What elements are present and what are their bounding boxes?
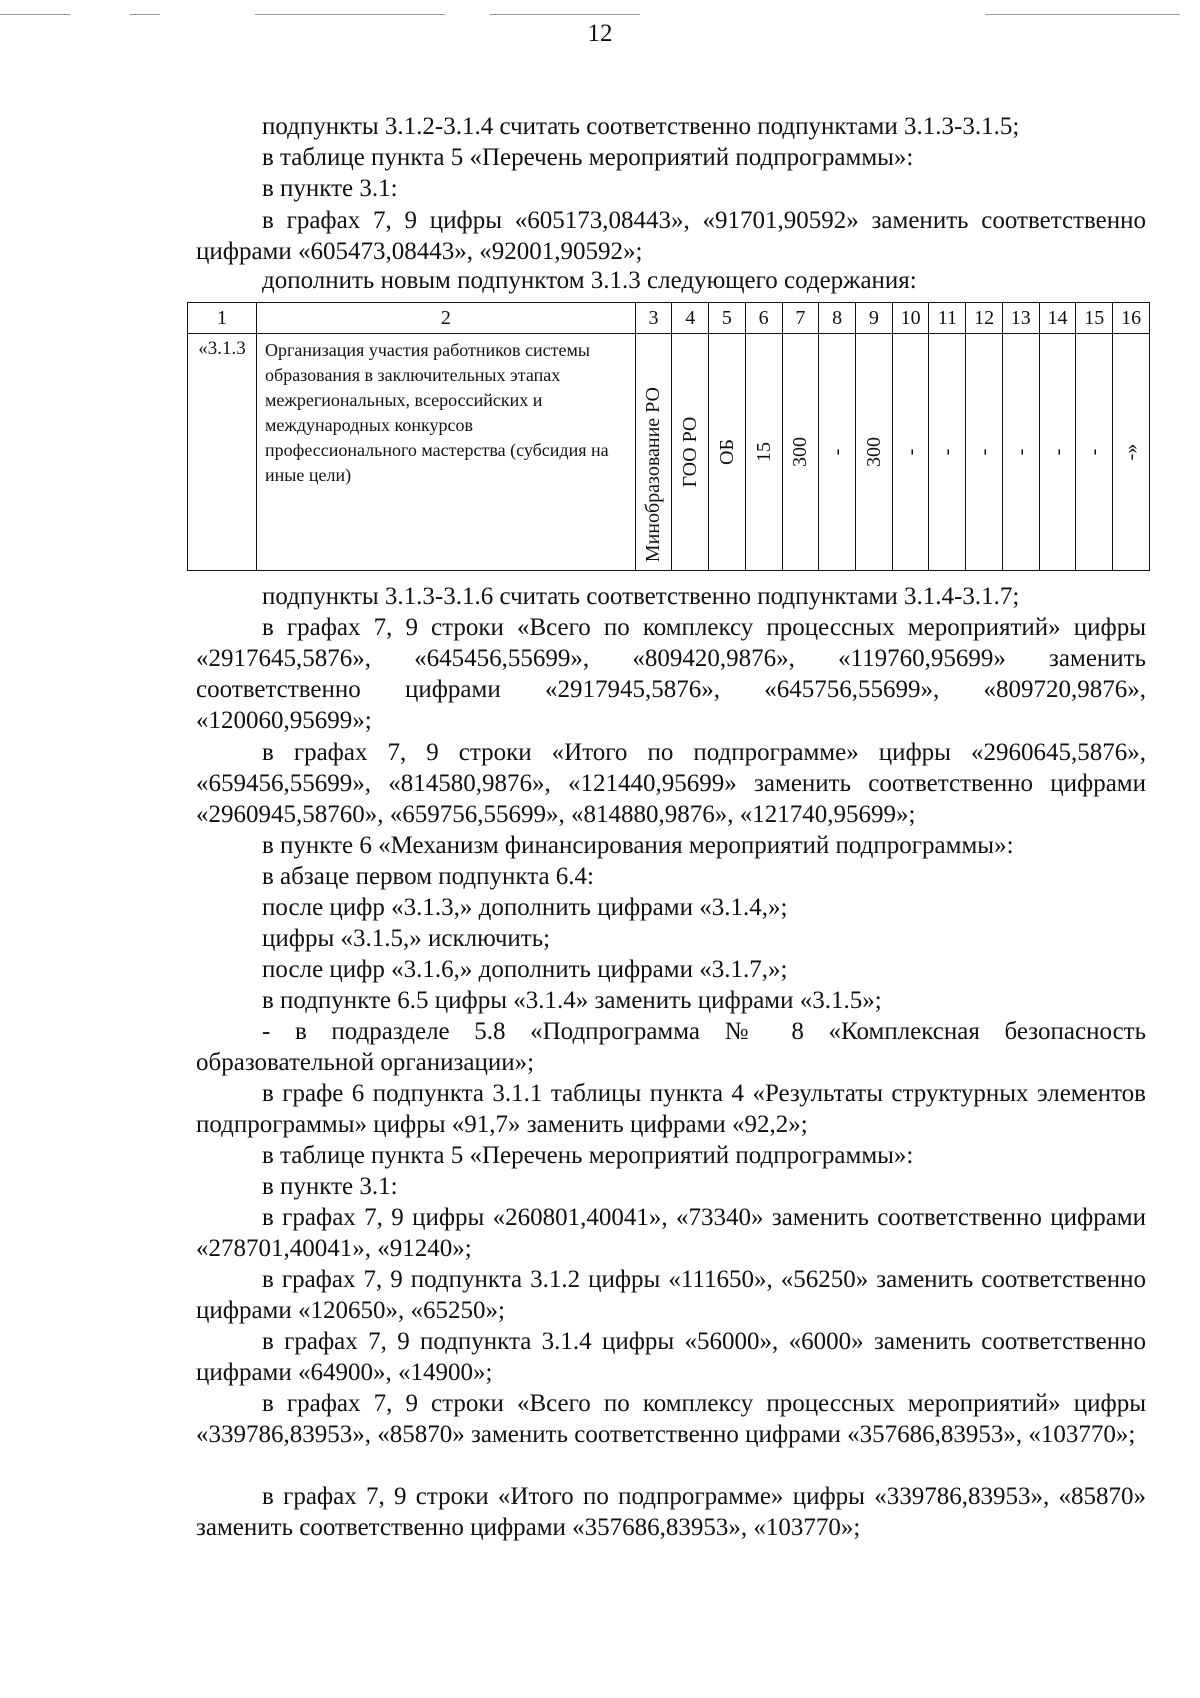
cell-participant xyxy=(672,334,709,571)
table-row xyxy=(188,334,1150,571)
cell-col8 xyxy=(819,334,856,571)
cell-col14-text: - xyxy=(1046,448,1069,456)
body-paragraph: после цифр «3.1.3,» дополнить цифрами «3.1.4,»; xyxy=(262,894,788,921)
cell-col6-text: 15 xyxy=(752,442,775,462)
body-paragraph: в пункте 6 «Механизм финансирования мероприятий подпрограммы»: xyxy=(262,832,1014,859)
column-header: 16 xyxy=(1113,303,1150,334)
cell-col6 xyxy=(745,334,782,571)
cell-col9 xyxy=(856,334,893,571)
cell-col10 xyxy=(892,334,929,571)
column-header: 9 xyxy=(856,303,893,334)
body-paragraph: подпункты 3.1.3-3.1.6 считать соответственно подпунктами 3.1.4-3.1.7; xyxy=(262,583,1020,610)
body-paragraph: - в подразделе 5.8 «Подпрограмма № 8 «Комплексная безопасность образовательной организации»; xyxy=(196,1018,1146,1076)
body-paragraph: после цифр «3.1.6,» дополнить цифрами «3.1.7,»; xyxy=(262,956,788,983)
body-paragraph: цифры «3.1.5,» исключить; xyxy=(262,925,551,952)
column-header: 10 xyxy=(892,303,929,334)
column-header: 15 xyxy=(1076,303,1113,334)
cell-executor-text: Минобразование РО xyxy=(642,386,665,562)
body-paragraph: в пункте 3.1: xyxy=(262,1173,398,1200)
body-paragraph: в абзаце первом подпункта 6.4: xyxy=(262,863,594,890)
body-paragraph: в графах 7, 9 строки «Всего по комплексу процессных мероприятий» цифры «339786,83953», «85870» заменить соответственно цифрами «357686,83953», «103770»; xyxy=(196,1390,1146,1448)
intro-paragraph: в пункте 3.1: xyxy=(262,175,398,202)
body-paragraph: в графах 7, 9 строки «Итого по подпрограмме» цифры «2960645,5876», «659456,55699», «814580,9876», «121440,95699» заменить соответственно цифрами «2960945,58760», «659756,55699», «814880,9876», «121740,95699»; xyxy=(196,739,1146,828)
column-header: 8 xyxy=(819,303,856,334)
row-description: Организация участия работников системы образования в заключительных этапах межрегиональных, всероссийских и международных конкурсов профессионального мастерства (субсидия на иные цели) xyxy=(257,334,636,571)
cell-source xyxy=(709,334,746,571)
row-number: «3.1.3 xyxy=(188,334,257,571)
cell-col11-text: - xyxy=(936,448,959,456)
cell-participant-text: ГОО РО xyxy=(679,416,702,488)
cell-col14 xyxy=(1039,334,1076,571)
scan-artifact-line xyxy=(490,14,640,15)
intro-paragraph: подпункты 3.1.2-3.1.4 считать соответственно подпунктами 3.1.3-3.1.5; xyxy=(262,113,1020,140)
column-header: 13 xyxy=(1002,303,1039,334)
column-header: 3 xyxy=(635,303,672,334)
cell-col12 xyxy=(966,334,1003,571)
cell-col9-text: 300 xyxy=(862,437,885,467)
column-header: 7 xyxy=(782,303,819,334)
cell-col16-text: -» xyxy=(1120,443,1143,461)
cell-col11 xyxy=(929,334,966,571)
cell-executor xyxy=(635,334,672,571)
cell-col7 xyxy=(782,334,819,571)
intro-paragraph: в графах 7, 9 цифры «605173,08443», «91701,90592» заменить соответственно цифрами «605473,08443», «92001,90592»; xyxy=(196,207,1146,265)
cell-source-text: ОБ xyxy=(715,439,738,465)
cell-col12-text: - xyxy=(973,448,996,456)
column-header: 4 xyxy=(672,303,709,334)
cell-col7-text: 300 xyxy=(789,437,812,467)
intro-paragraph: дополнить новым подпунктом 3.1.3 следующего содержания: xyxy=(262,267,917,294)
column-header: 12 xyxy=(966,303,1003,334)
scan-artifact-line xyxy=(130,14,160,15)
cell-col15 xyxy=(1076,334,1113,571)
body-paragraph: в графах 7, 9 цифры «260801,40041», «73340» заменить соответственно цифрами «278701,40041», «91240»; xyxy=(196,1204,1146,1262)
measures-table xyxy=(187,302,1150,571)
column-header: 5 xyxy=(709,303,746,334)
scan-artifact-line xyxy=(0,14,70,15)
cell-col10-text: - xyxy=(899,448,922,456)
column-header: 1 xyxy=(188,303,257,334)
column-header: 14 xyxy=(1039,303,1076,334)
column-header: 2 xyxy=(257,303,636,334)
cell-col15-text: - xyxy=(1083,448,1106,456)
body-paragraph: в таблице пункта 5 «Перечень мероприятий подпрограммы»: xyxy=(262,1142,914,1169)
table-header-row xyxy=(188,303,1150,334)
cell-col16 xyxy=(1113,334,1150,571)
cell-col13 xyxy=(1002,334,1039,571)
body-paragraph: в графах 7, 9 строки «Итого по подпрограмме» цифры «339786,83953», «85870» заменить соответственно цифрами «357686,83953», «103770»; xyxy=(196,1483,1146,1541)
body-paragraph: в графах 7, 9 строки «Всего по комплексу процессных мероприятий» цифры «2917645,5876», «645456,55699», «809420,9876», «119760,95699» заменить соответственно цифрами «2917945,5876», «645756,55699», «809720,9876», «120060,95699»; xyxy=(196,614,1146,734)
column-header: 11 xyxy=(929,303,966,334)
body-paragraph: в графах 7, 9 подпункта 3.1.2 цифры «111650», «56250» заменить соответственно цифрами «120650», «65250»; xyxy=(196,1266,1146,1324)
page-number: 12 xyxy=(587,20,613,47)
cell-col13-text: - xyxy=(1009,448,1032,456)
body-paragraph: в графах 7, 9 подпункта 3.1.4 цифры «56000», «6000» заменить соответственно цифрами «64900», «14900»; xyxy=(196,1328,1146,1386)
column-header: 6 xyxy=(745,303,782,334)
scan-artifact-line xyxy=(985,14,1180,15)
body-paragraph: в графе 6 подпункта 3.1.1 таблицы пункта 4 «Результаты структурных элементов подпрограммы» цифры «91,7» заменить цифрами «92,2»; xyxy=(196,1080,1146,1138)
scan-artifact-line xyxy=(255,14,445,15)
intro-paragraph: в таблице пункта 5 «Перечень мероприятий подпрограммы»: xyxy=(262,144,914,171)
body-paragraph: в подпункте 6.5 цифры «3.1.4» заменить цифрами «3.1.5»; xyxy=(262,987,882,1014)
cell-col8-text: - xyxy=(826,448,849,456)
